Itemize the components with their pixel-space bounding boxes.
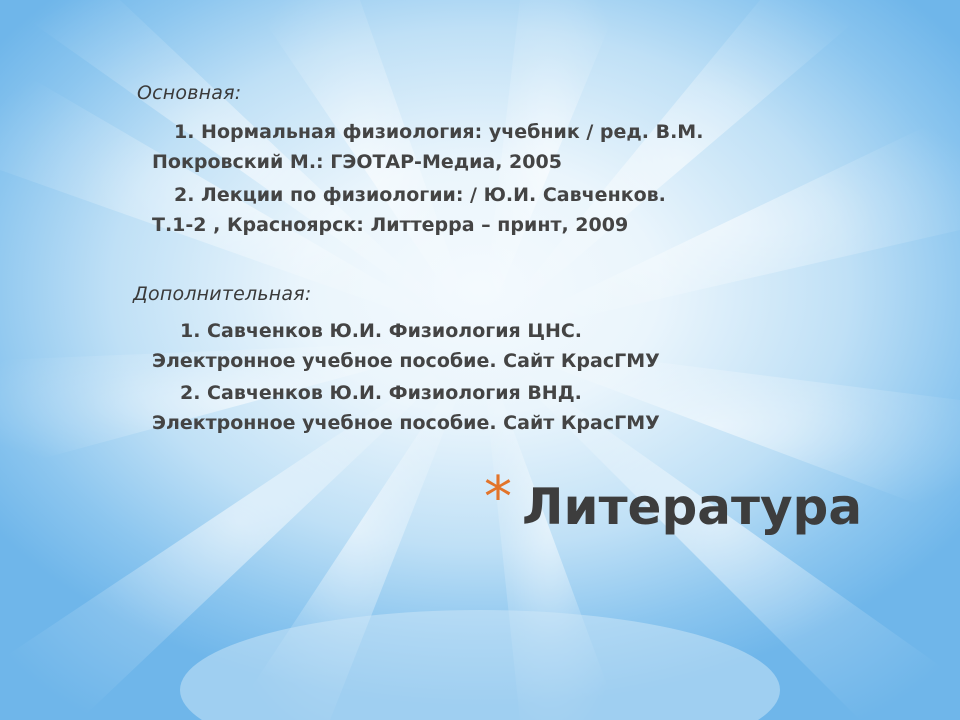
asterisk-icon: * — [484, 465, 512, 530]
extra-item-2-line2: Электронное учебное пособие. Сайт КрасГМУ — [152, 412, 660, 434]
main-item-2-line1: 2. Лекции по физиологии: / Ю.И. Савченков. — [174, 184, 666, 206]
slide-title-text: Литература — [522, 478, 863, 536]
main-item-1-line1: 1. Нормальная физиология: учебник / ред. В.М. — [174, 121, 704, 143]
extra-item-2-line1: 2. Савченков Ю.И. Физиология ВНД. — [180, 382, 582, 404]
main-item-2 — [152, 180, 852, 240]
main-item-1-line2: Покровский М.: ГЭОТАР-Медиа, 2005 — [152, 151, 562, 173]
main-item-1 — [152, 117, 852, 177]
extra-item-1 — [152, 316, 852, 376]
extra-item-2 — [152, 378, 852, 438]
main-item-2-line2: Т.1-2 , Красноярск: Литтерра – принт, 2009 — [152, 214, 629, 236]
slide-title — [484, 465, 904, 550]
main-literature-heading: Основная: — [137, 82, 242, 104]
extra-item-1-line2: Электронное учебное пособие. Сайт КрасГМУ — [152, 350, 660, 372]
extra-item-1-line1: 1. Савченков Ю.И. Физиология ЦНС. — [180, 320, 583, 342]
extra-literature-heading: Дополнительная: — [133, 283, 312, 305]
